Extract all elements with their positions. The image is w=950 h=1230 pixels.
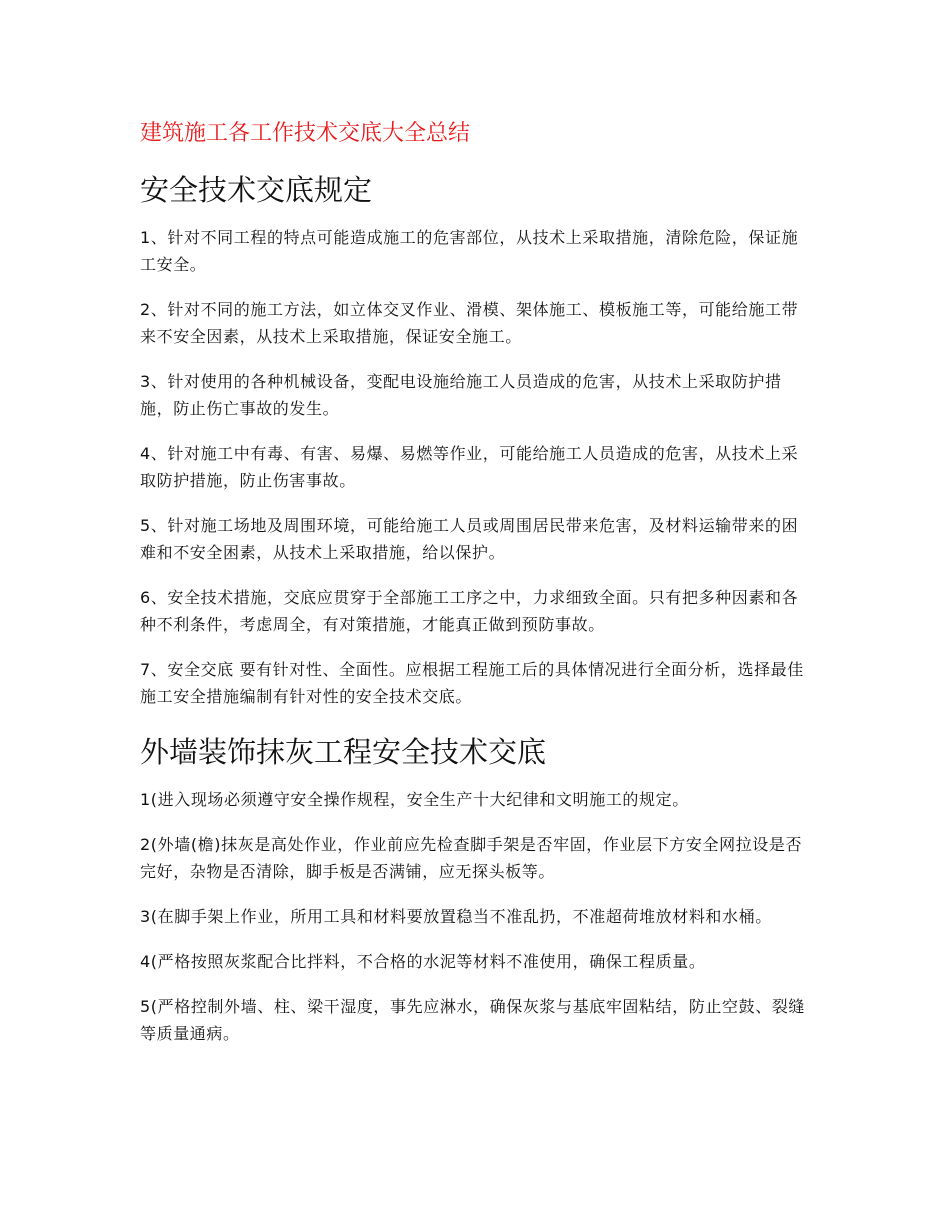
paragraph: 2、针对不同的施工方法，如立体交叉作业、滑模、架体施工、模板施工等，可能给施工带来不安全因素，从技术上采取措施，保证安全施工。: [140, 300, 799, 346]
section-heading: 外墙装饰抹灰工程安全技术交底: [140, 735, 547, 769]
section-exterior-plastering: [140, 732, 812, 1047]
paragraph: 4(严格按照灰浆配合比拌料，不合格的水泥等材料不准使用，确保工程质量。: [140, 952, 706, 971]
paragraph: 3、针对使用的各种机械设备，变配电设施给施工人员造成的危害，从技术上采取防护措施，防止伤亡事故的发生。: [140, 372, 782, 418]
paragraph: 1、针对不同工程的特点可能造成施工的危害部位，从技术上采取措施，清除危险，保证施工安全。: [140, 228, 799, 274]
paragraph: 6、安全技术措施，交底应贯穿于全部施工工序之中，力求细致全面。只有把多种因素和各种不利条件，考虑周全，有对策措施，才能真正做到预防事故。: [140, 588, 799, 634]
paragraph: 5、针对施工场地及周围环境，可能给施工人员或周围居民带来危害，及材料运输带来的困难和不安全困素，从技术上采取措施，给以保护。: [140, 516, 799, 562]
paragraph: 4、针对施工中有毒、有害、易爆、易燃等作业，可能给施工人员造成的危害，从技术上采取防护措施，防止伤害事故。: [140, 444, 799, 490]
paragraph: 3(在脚手架上作业，所用工具和材料要放置稳当不准乱扔，不准超荷堆放材料和水桶。: [140, 907, 772, 926]
paragraph: 5(严格控制外墙、柱、梁干湿度，事先应淋水，确保灰浆与基底牢固粘结，防止空鼓、裂缝等质量通病。: [140, 997, 806, 1043]
paragraph: 2(外墙(檐)抹灰是高处作业，作业前应先检查脚手架是否牢固，作业层下方安全网拉设是否完好，杂物是否清除，脚手板是否满铺，应无探头板等。: [140, 835, 803, 881]
section-heading: 安全技术交底规定: [140, 173, 373, 207]
document-title: 建筑施工各工作技术交底大全总结: [140, 121, 471, 146]
section-safety-rules: [140, 170, 812, 710]
paragraph: 1(进入现场必须遵守安全操作规程，安全生产十大纪律和文明施工的规定。: [140, 790, 689, 809]
paragraph: 7、安全交底 要有针对性、全面性。应根据工程施工后的具体情况进行全面分析，选择最佳施工安全措施编制有针对性的安全技术交底。: [140, 660, 804, 706]
